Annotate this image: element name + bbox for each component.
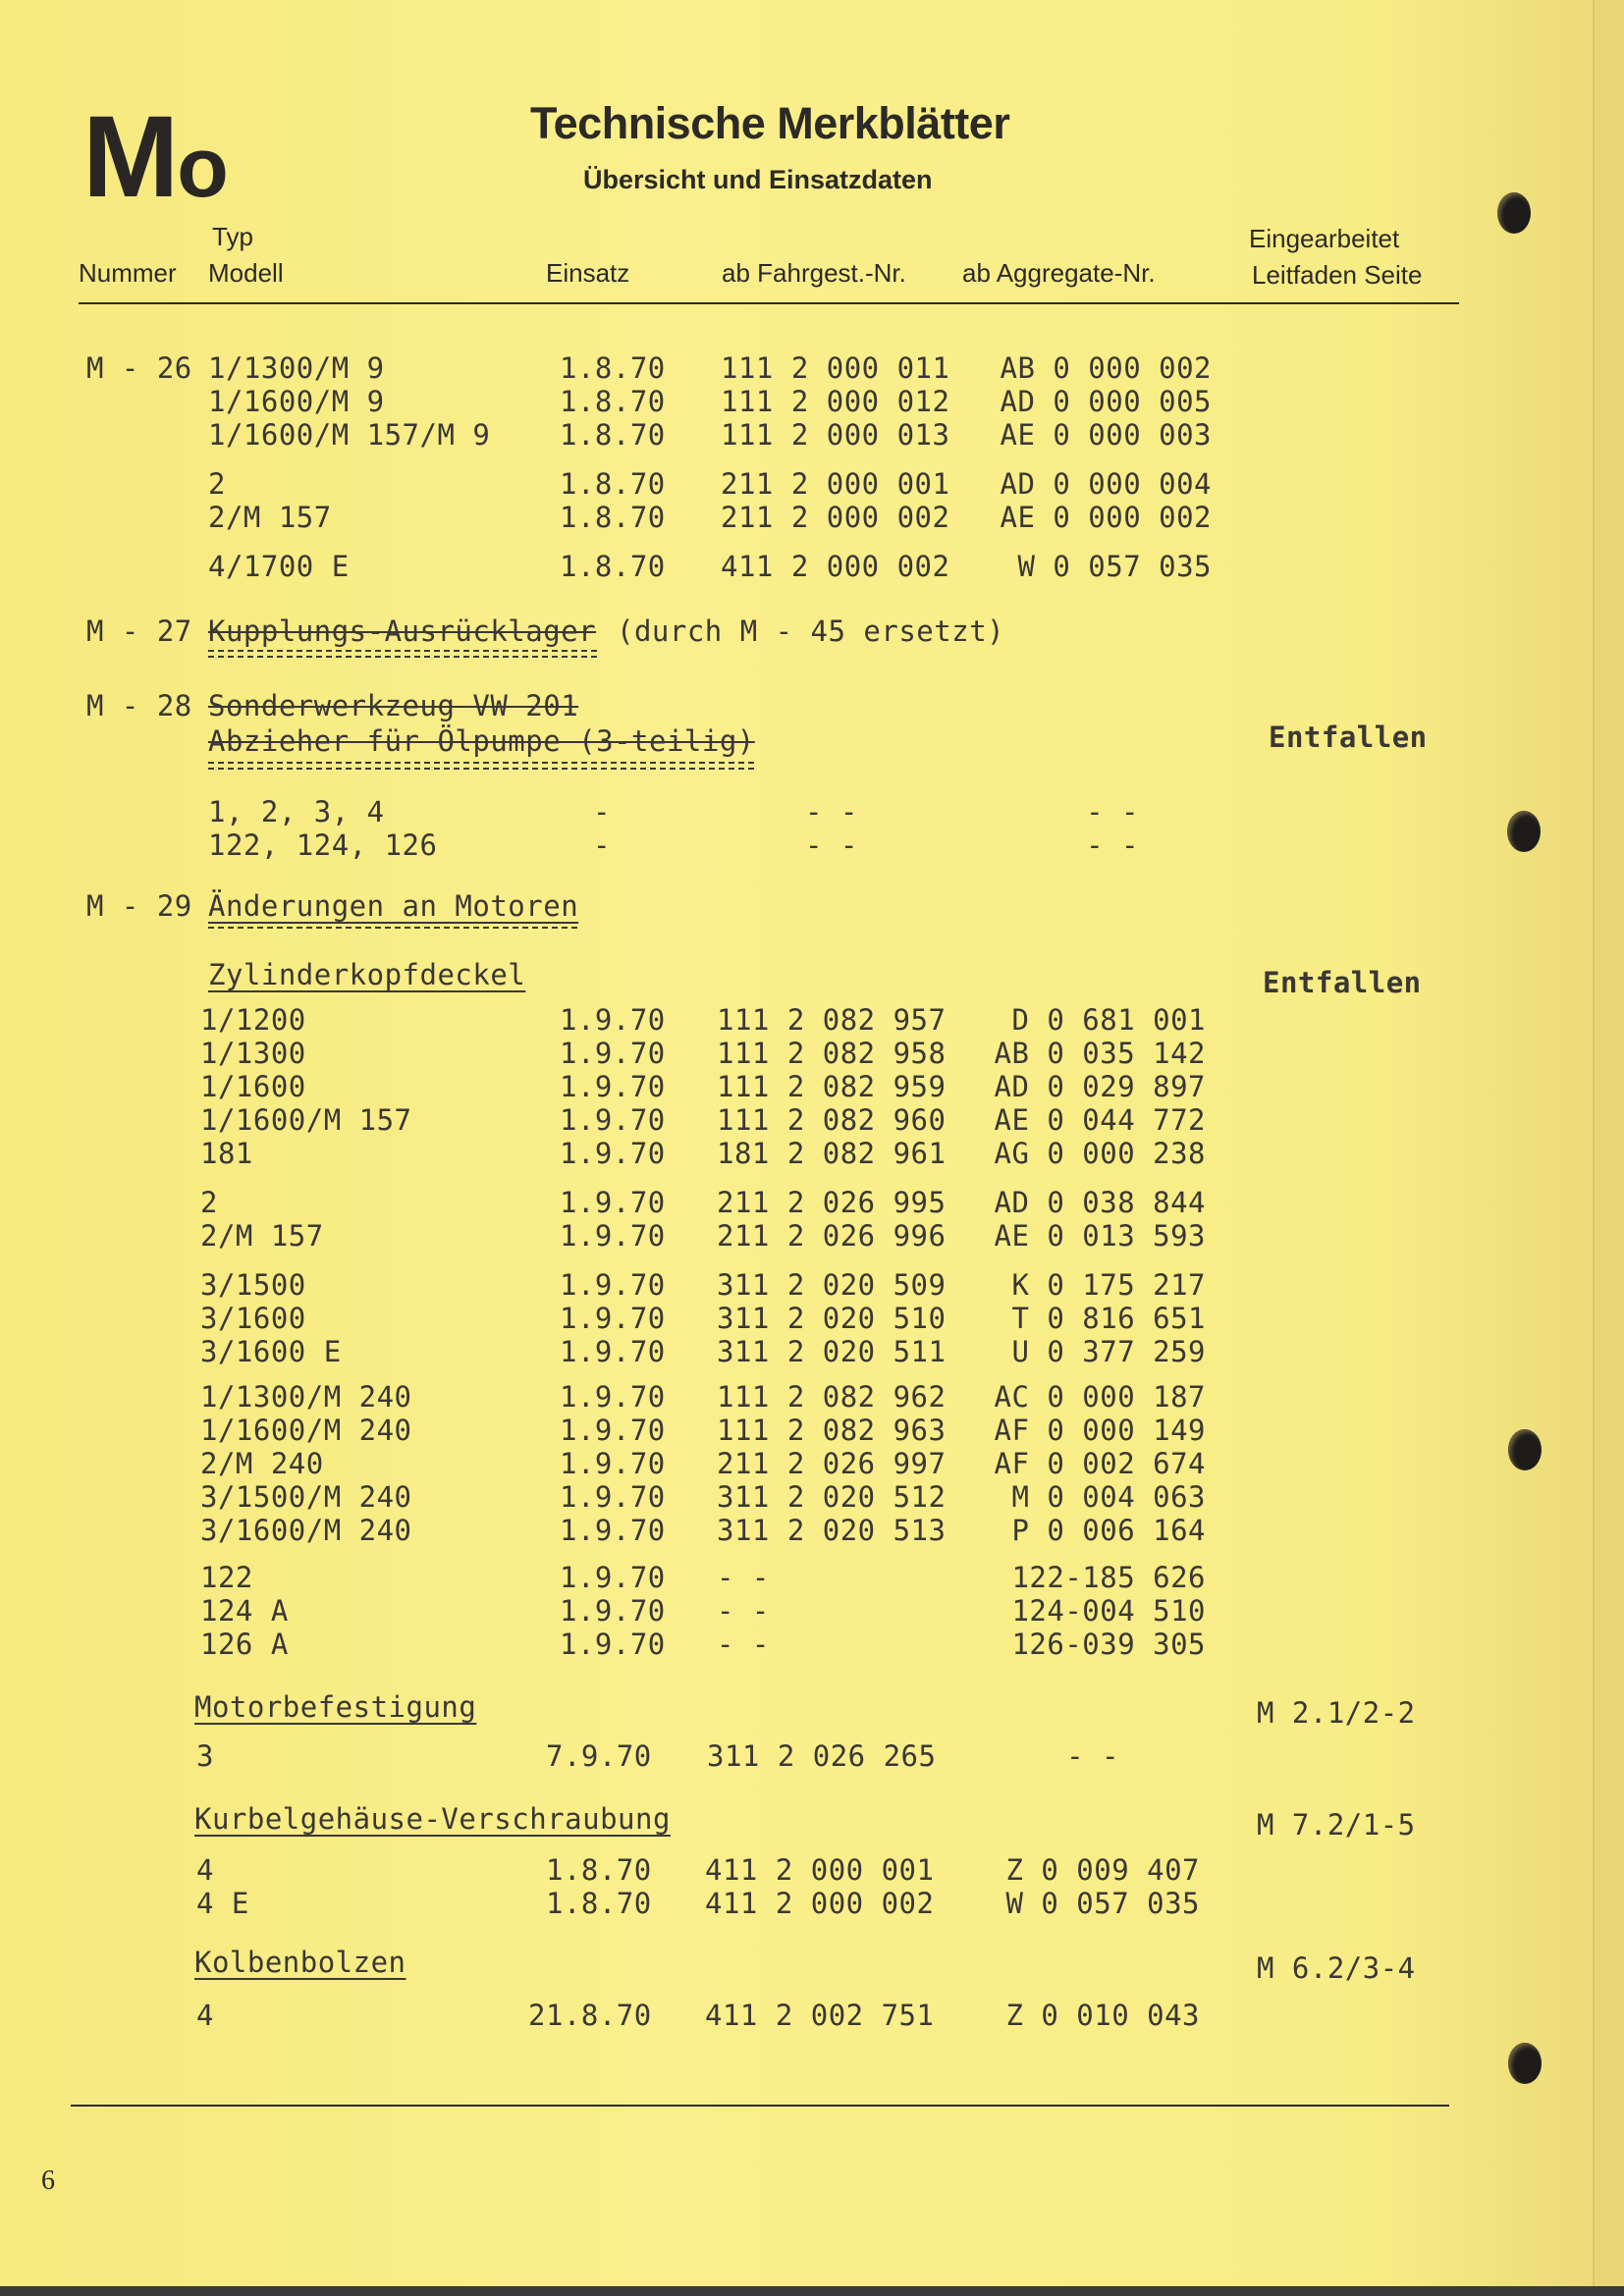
cell-einsatz: 1.8.70 [560,467,666,501]
cell-einsatz: 1.9.70 [560,1628,666,1661]
cell-fahrgest: 411 2 000 001 [705,1853,935,1887]
cell-einsatz: 1.8.70 [560,351,666,385]
m26-nummer: M - 26 [86,351,192,385]
cell-modell: 3/1600 E [200,1335,342,1368]
cell-fahrgest: 311 2 020 513 [717,1514,947,1547]
cell-einsatz: 1.9.70 [560,1414,666,1447]
cell-fahrgest: - - [717,1561,770,1594]
col-modell: Modell [208,258,284,288]
cell-einsatz: 1.9.70 [560,1037,666,1070]
cell-modell: 4 E [196,1887,249,1920]
cell-aggregat: AB 0 035 142 [994,1037,1206,1070]
cell-aggregat: M 0 004 063 [1011,1480,1206,1514]
cell-einsatz: - [593,795,611,828]
cell-einsatz: 1.9.70 [560,1137,666,1170]
cell-aggregat: 124-004 510 [1011,1594,1206,1628]
cell-modell: 4 [196,1999,214,2032]
footer-rule [71,2105,1449,2107]
cell-fahrgest: 311 2 026 265 [707,1739,937,1773]
cell-aggregat: AE 0 000 002 [1000,501,1212,534]
cell-modell: 1/1300/M 240 [200,1380,412,1414]
cell-aggregat: U 0 377 259 [1011,1335,1206,1368]
cell-aggregat: K 0 175 217 [1011,1268,1206,1302]
cell-fahrgest: 311 2 020 512 [717,1480,947,1514]
cell-fahrgest: 311 2 020 510 [717,1302,947,1335]
cell-aggregat: - - [1066,1739,1119,1773]
cell-fahrgest: 111 2 000 011 [721,351,950,385]
cell-fahrgest: 411 2 002 751 [705,1999,935,2032]
cell-modell: 126 A [200,1628,289,1661]
cell-modell: 122 [200,1561,253,1594]
kurbel-leitfaden: M 7.2/1-5 [1257,1808,1416,1842]
cell-einsatz: 1.9.70 [560,1480,666,1514]
cell-fahrgest: 111 2 000 012 [721,385,950,418]
cell-fahrgest: 211 2 000 001 [721,467,950,501]
cell-modell: 1/1600/M 240 [200,1414,412,1447]
double-underline [208,762,754,764]
cell-fahrgest: 311 2 020 511 [717,1335,947,1368]
m28-status: Entfallen [1269,721,1428,754]
cell-aggregat: T 0 816 651 [1011,1302,1206,1335]
cell-aggregat: - - [1086,795,1139,828]
cell-einsatz: 1.8.70 [546,1887,652,1920]
zyl-title: Zylinderkopfdeckel [208,958,526,991]
cell-modell: 2/M 240 [200,1447,324,1480]
double-underline [208,927,577,929]
cell-aggregat: P 0 006 164 [1011,1514,1206,1547]
binder-hole [1507,811,1541,852]
double-underline [208,650,597,652]
cell-modell: 4 [196,1853,214,1887]
cell-modell: 1/1300/M 9 [208,351,385,385]
cell-modell: 2/M 157 [200,1219,324,1253]
cell-aggregat: AE 0 013 593 [994,1219,1206,1253]
m29-title: Änderungen an Motoren [208,889,579,923]
cell-modell: 3 [196,1739,214,1773]
cell-fahrgest: 111 2 082 963 [717,1414,947,1447]
cell-fahrgest: 411 2 000 002 [705,1887,935,1920]
page-title: Technische Merkblätter [530,98,1010,148]
cell-einsatz: 1.9.70 [560,1070,666,1103]
cell-modell: 1, 2, 3, 4 [208,795,385,828]
kolben-leitfaden: M 6.2/3-4 [1257,1951,1416,1985]
cell-aggregat: Z 0 010 043 [1005,1999,1200,2032]
m28-nummer: M - 28 [86,689,192,722]
cell-einsatz: 1.8.70 [560,418,666,452]
cell-modell: 1/1600/M 157/M 9 [208,418,491,452]
cell-einsatz: 1.9.70 [560,1302,666,1335]
motorbef-title: Motorbefestigung [194,1690,477,1724]
zyl-status: Entfallen [1263,966,1422,999]
cell-einsatz: 21.8.70 [528,1999,652,2032]
cell-fahrgest: - - [805,828,858,862]
m28-line1: Sonderwerkzeug VW 201 [208,689,579,722]
m28-line2: Abzieher für Ölpumpe (3-teilig) [208,724,755,758]
cell-modell: 3/1500 [200,1268,306,1302]
cell-fahrgest: 111 2 000 013 [721,418,950,452]
cell-modell: 1/1600/M 9 [208,385,385,418]
cell-fahrgest: 311 2 020 509 [717,1268,947,1302]
col-typ: Typ [212,222,253,251]
cell-fahrgest: 211 2 026 995 [717,1186,947,1219]
cell-einsatz: 1.9.70 [560,1447,666,1480]
page-edge [1593,0,1624,2296]
binder-hole [1508,1429,1542,1470]
cell-modell: 3/1600 [200,1302,306,1335]
binder-hole [1508,2043,1542,2084]
cell-einsatz: 1.9.70 [560,1219,666,1253]
cell-fahrgest: 111 2 082 960 [717,1103,947,1137]
cell-fahrgest: 111 2 082 958 [717,1037,947,1070]
cell-modell: 1/1600 [200,1070,306,1103]
cell-aggregat: AB 0 000 002 [1000,351,1212,385]
cell-aggregat: W 0 057 035 [1017,550,1212,583]
cell-fahrgest: 411 2 000 002 [721,550,950,583]
m29-nummer: M - 29 [86,889,192,923]
cell-fahrgest: - - [717,1628,770,1661]
m27-nummer: M - 27 [86,614,192,648]
cell-fahrgest: - - [805,795,858,828]
kurbel-title: Kurbelgehäuse-Verschraubung [194,1802,671,1836]
cell-modell: 3/1500/M 240 [200,1480,412,1514]
cell-fahrgest: - - [717,1594,770,1628]
cell-modell: 1/1300 [200,1037,306,1070]
cell-modell: 2 [208,467,226,501]
col-einsatz: Einsatz [546,258,630,288]
cell-einsatz: 1.9.70 [560,1514,666,1547]
cell-aggregat: AD 0 029 897 [994,1070,1206,1103]
cell-fahrgest: 211 2 000 002 [721,501,950,534]
binder-hole [1497,192,1531,234]
cell-aggregat: - - [1086,828,1139,862]
header-rule [79,302,1459,304]
double-underline [208,656,597,658]
cell-einsatz: 1.8.70 [560,385,666,418]
cell-fahrgest: 181 2 082 961 [717,1137,947,1170]
m27-title: Kupplungs-Ausrücklager [208,614,597,648]
bottom-edge [0,2286,1624,2296]
cell-modell: 124 A [200,1594,289,1628]
cell-modell: 1/1600/M 157 [200,1103,412,1137]
cell-einsatz: 1.8.70 [560,550,666,583]
cell-einsatz: 1.8.70 [560,501,666,534]
m27-note: (durch M - 45 ersetzt) [617,614,1005,648]
page-number: 6 [41,2165,55,2196]
page-subtitle: Übersicht und Einsatzdaten [583,165,933,194]
cell-aggregat: AD 0 038 844 [994,1186,1206,1219]
cell-einsatz: 1.9.70 [560,1380,666,1414]
cell-modell: 2 [200,1186,218,1219]
cell-einsatz: 1.9.70 [560,1594,666,1628]
cell-aggregat: D 0 681 001 [1011,1003,1206,1037]
cell-modell: 1/1200 [200,1003,306,1037]
cell-einsatz: 1.9.70 [560,1003,666,1037]
motorbef-leitfaden: M 2.1/2-2 [1257,1696,1416,1730]
cell-aggregat: Z 0 009 407 [1005,1853,1200,1887]
cell-einsatz: 1.9.70 [560,1186,666,1219]
cell-fahrgest: 111 2 082 957 [717,1003,947,1037]
col-leitfaden: Leitfaden Seite [1252,260,1423,290]
col-aggregate: ab Aggregate-Nr. [962,258,1156,288]
cell-aggregat: AF 0 000 149 [994,1414,1206,1447]
cell-modell: 2/M 157 [208,501,332,534]
cell-einsatz: 1.9.70 [560,1103,666,1137]
cell-aggregat: W 0 057 035 [1005,1887,1200,1920]
cell-einsatz: 7.9.70 [546,1739,652,1773]
logo-letter-o: o [177,121,227,215]
cell-einsatz: 1.9.70 [560,1335,666,1368]
cell-modell: 122, 124, 126 [208,828,438,862]
cell-aggregat: AD 0 000 004 [1000,467,1212,501]
double-underline [208,768,754,770]
cell-modell: 3/1600/M 240 [200,1514,412,1547]
col-eingearbeitet: Eingearbeitet [1249,224,1400,253]
cell-aggregat: AC 0 000 187 [994,1380,1206,1414]
cell-einsatz: 1.8.70 [546,1853,652,1887]
cell-aggregat: AE 0 000 003 [1000,418,1212,452]
logo-letter-m: M [82,92,178,222]
cell-einsatz: 1.9.70 [560,1268,666,1302]
cell-fahrgest: 211 2 026 997 [717,1447,947,1480]
cell-fahrgest: 211 2 026 996 [717,1219,947,1253]
cell-fahrgest: 111 2 082 962 [717,1380,947,1414]
cell-aggregat: AD 0 000 005 [1000,385,1212,418]
cell-modell: 181 [200,1137,253,1170]
cell-aggregat: 122-185 626 [1011,1561,1206,1594]
col-nummer: Nummer [79,258,177,288]
cell-aggregat: 126-039 305 [1011,1628,1206,1661]
cell-einsatz: - [593,828,611,862]
cell-fahrgest: 111 2 082 959 [717,1070,947,1103]
cell-einsatz: 1.9.70 [560,1561,666,1594]
kolben-title: Kolbenbolzen [194,1946,406,1979]
section-logo [82,90,227,224]
cell-aggregat: AG 0 000 238 [994,1137,1206,1170]
cell-modell: 4/1700 E [208,550,350,583]
col-fahrgest: ab Fahrgest.-Nr. [722,258,906,288]
cell-aggregat: AE 0 044 772 [994,1103,1206,1137]
cell-aggregat: AF 0 002 674 [994,1447,1206,1480]
